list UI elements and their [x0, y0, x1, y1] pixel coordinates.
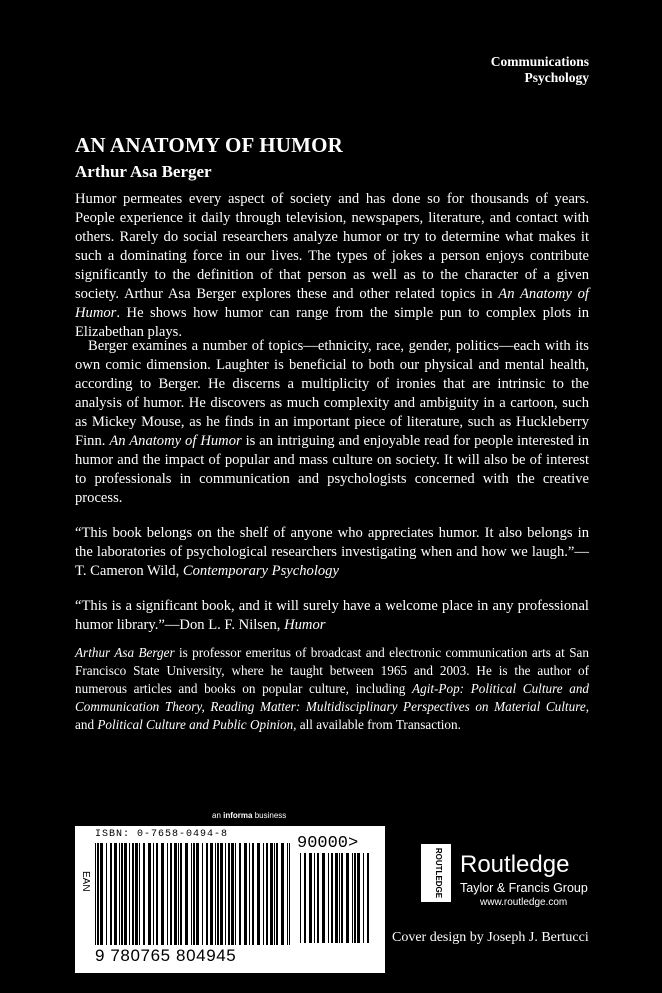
barcode-bar	[257, 843, 260, 945]
barcode-bar	[156, 843, 158, 945]
svg-text:ROUTLEDGE: ROUTLEDGE	[434, 847, 443, 899]
barcode-bar	[148, 843, 151, 945]
routledge-logo-icon	[415, 842, 455, 904]
ean-barcode	[95, 843, 290, 945]
informa-business-label: an informa business	[212, 811, 287, 820]
barcode-bar	[100, 843, 103, 945]
barcode-bar	[170, 843, 172, 945]
author-bio: Arthur Asa Berger is professor emeritus of broadcast and electronic communication arts at San Francisco State University, where he taught between 1965 and 2003. He is the author of numerous articles and books on popular culture, including Agit-Pop: Political Culture and Communication Theory, Reading Matter: Multidisciplinary Perspectives on Material Culture, and Political Culture and Public Opinion, all available from Transaction.	[75, 645, 590, 732]
review-quote-2: “This is a significant book, and it will surely have a welcome place in any professional humor library.”—Don L. F. Nilsen, Humor	[75, 598, 589, 633]
barcode-bar	[314, 853, 315, 943]
barcode-bar	[339, 853, 340, 943]
barcode-bar	[354, 853, 356, 943]
barcode-bar	[249, 843, 250, 945]
barcode-bar	[346, 853, 349, 943]
price-barcode	[300, 853, 370, 943]
barcode-bar	[110, 843, 112, 945]
barcode-bar	[289, 843, 290, 945]
barcode-bar	[185, 843, 188, 945]
barcode-bar	[274, 843, 275, 945]
ean-label: EAN	[80, 871, 91, 892]
barcode-bar	[132, 843, 134, 945]
barcode-bar	[335, 853, 338, 943]
barcode-block	[75, 826, 385, 973]
barcode-bar	[244, 843, 247, 945]
barcode-bar	[225, 843, 226, 945]
barcode-bar	[124, 843, 127, 945]
barcode-bar	[287, 843, 288, 945]
category-communications: Communications	[490, 54, 589, 69]
barcode-bar	[153, 843, 154, 945]
barcode-bar	[328, 853, 329, 943]
barcode-bar	[217, 843, 219, 945]
barcode-bar	[220, 843, 223, 945]
barcode-bar	[193, 843, 195, 945]
barcode-bar	[341, 853, 343, 943]
barcode-bar	[178, 843, 179, 945]
barcode-bar	[252, 843, 254, 945]
publisher-name: Routledge	[460, 851, 570, 878]
barcode-number: 9 780765 804945	[95, 946, 237, 965]
barcode-bar	[309, 853, 312, 943]
barcode-bar	[191, 843, 192, 945]
barcode-bar	[202, 843, 203, 945]
barcode-bar	[304, 853, 306, 943]
barcode-bar	[119, 843, 120, 945]
barcode-bar	[322, 853, 325, 943]
barcode-bar	[367, 853, 369, 943]
barcode-bar	[129, 843, 130, 945]
barcode-bar	[95, 843, 96, 945]
barcode-bar	[106, 843, 107, 945]
publisher-group: Taylor & Francis Group	[460, 881, 588, 895]
barcode-bar	[231, 843, 234, 945]
cover-design-credit: Cover design by Joseph J. Bertucci	[392, 930, 589, 945]
barcode-bar	[352, 853, 353, 943]
barcode-bar	[139, 843, 140, 945]
barcode-bar	[174, 843, 177, 945]
barcode-bar	[167, 843, 168, 945]
barcode-bar	[363, 853, 364, 943]
isbn-text: ISBN: 0-7658-0494-8	[95, 829, 229, 840]
review-quote-1: “This book belongs on the shelf of anyone who appreciates humor. It also belongs in the laboratories of psychological researchers investigating when and how we laugh.”—T. Cameron Wild, Contemporary Psychology	[75, 525, 589, 579]
price-code: 90000>	[297, 834, 359, 853]
barcode-bar	[97, 843, 99, 945]
barcode-bar	[300, 853, 301, 943]
barcode-bar	[317, 853, 319, 943]
category-psychology: Psychology	[524, 70, 589, 85]
barcode-bar	[196, 843, 199, 945]
barcode-bar	[266, 843, 268, 945]
barcode-bar	[210, 843, 213, 945]
barcode-bar	[161, 843, 164, 945]
book-author: Arthur Asa Berger	[75, 162, 212, 181]
barcode-bar	[180, 843, 182, 945]
book-title: AN ANATOMY OF HUMOR	[75, 133, 344, 157]
barcode-bar	[135, 843, 138, 945]
barcode-bar	[357, 853, 360, 943]
barcode-bar	[276, 843, 278, 945]
barcode-bar	[235, 843, 236, 945]
barcode-bar	[206, 843, 208, 945]
barcode-bar	[215, 843, 216, 945]
barcode-bar	[281, 843, 284, 945]
barcode-bar	[114, 843, 117, 945]
subject-categories	[491, 54, 589, 86]
barcode-bar	[121, 843, 123, 945]
barcode-bar	[228, 843, 230, 945]
barcode-bar	[270, 843, 273, 945]
publisher-url[interactable]: www.routledge.com	[480, 897, 568, 908]
barcode-bar	[143, 843, 145, 945]
barcode-bar	[263, 843, 264, 945]
description-paragraph-1: Humor permeates every aspect of society and has done so for thousands of years. People experience it daily through television, newspapers, literature, and contact with others. Rarely do social researchers analyze humor or try to determine what makes it such a dominating force in our lives. The types of jokes a person enjoys contribute significantly to the definition of that person as well as to the character of a given society. Arthur Asa Berger explores these and other related topics in An Anatomy of Humor. He shows how humor can range from the simple pun to complex plots in Elizabethan plays.	[75, 191, 589, 340]
description-paragraph-2: Berger examines a number of topics—ethnicity, race, gender, politics—each with its own comic dimension. Laughter is beneficial to both our physical and mental health, according to Berger. He discerns a multiplicity of ironies that are intrinsic to the analysis of humor. He discovers as much complexity and ambiguity in a cartoon, such as Mickey Mouse, as he finds in an important piece of literature, such as Huckleberry Finn. An Anatomy of Humor is an intriguing and enjoyable read for people interested in humor and the impact of popular and mass culture on society. It will also be of interest to professionals in communication and psychologists concerned with the creative process.	[75, 338, 589, 506]
barcode-bar	[239, 843, 241, 945]
barcode-bar	[331, 853, 333, 943]
